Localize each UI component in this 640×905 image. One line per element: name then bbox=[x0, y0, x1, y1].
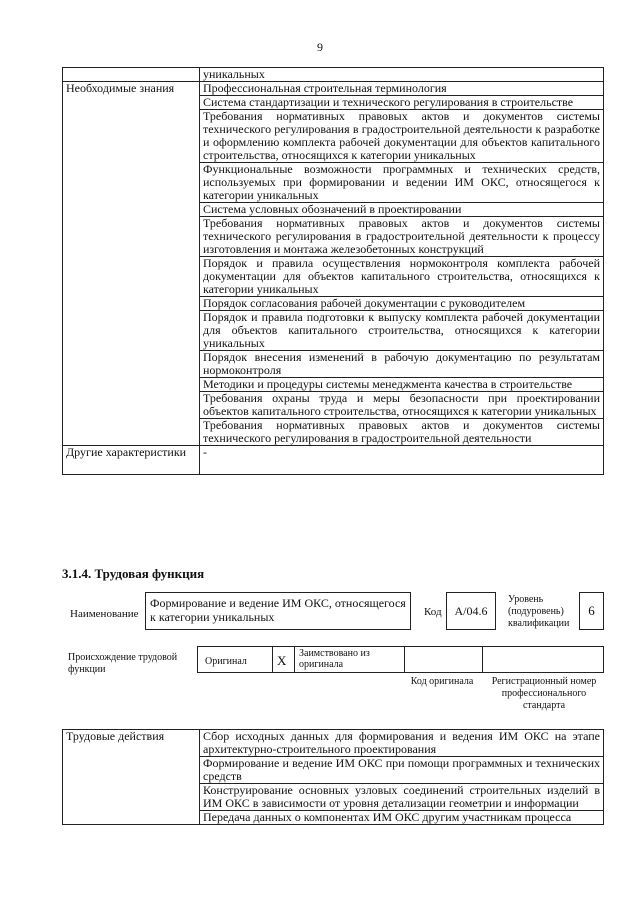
action-item: Конструирование основных узловых соединений строительных изделий в ИМ ОКС в зависимости от уровня детализации геометрии и информации bbox=[200, 784, 604, 811]
other-label: Другие характеристики bbox=[63, 446, 200, 475]
origin-box bbox=[197, 646, 604, 673]
table-row bbox=[63, 82, 604, 96]
knowledge-item: Порядок внесения изменений в рабочую документацию по результатам нормоконтроля bbox=[200, 351, 604, 378]
reg-number-label: Регистрационный номер профессионального стандарта bbox=[491, 676, 597, 711]
knowledge-item: Система условных обозначений в проектировании bbox=[200, 203, 604, 217]
knowledge-table bbox=[62, 67, 604, 475]
knowledge-item: Требования нормативных правовых актов и документов системы технического регулирования в градостроительной деятельности к разработке и оформлению комплекта рабочей документации для объектов капитального строительства, относящихся к категории уникальных bbox=[200, 110, 604, 163]
knowledge-item: Порядок и правила подготовки к выпуску комплекта рабочей документации для объектов капитального строительства, относящихся к категории уникальных bbox=[200, 311, 604, 351]
knowledge-item: Система стандартизации и технического регулирования в строительстве bbox=[200, 96, 604, 110]
table-row bbox=[63, 68, 604, 82]
code-value: A/04.6 bbox=[446, 592, 496, 630]
table-row bbox=[63, 730, 604, 757]
original-mark: X bbox=[277, 653, 287, 668]
divider bbox=[404, 646, 405, 673]
actions-table bbox=[62, 729, 604, 825]
code-original-label: Код оригинала bbox=[410, 676, 474, 687]
action-item: Передача данных о компонентах ИМ ОКС другим участникам процесса bbox=[200, 811, 604, 825]
knowledge-item: Порядок и правила осуществления нормоконтроля комплекта рабочей документации для объектов капитального строительства, относящихся к категории уникальных bbox=[200, 257, 604, 297]
code-label: Код bbox=[424, 606, 442, 618]
level-value: 6 bbox=[579, 592, 604, 630]
divider bbox=[272, 646, 273, 673]
origin-label: Происхождение трудовой функции bbox=[68, 652, 178, 675]
borrowed-text: Заимствовано из оригинала bbox=[299, 648, 370, 670]
empty-label-cell bbox=[63, 68, 200, 82]
name-value: Формирование и ведение ИМ ОКС, относящегося к категории уникальных bbox=[145, 592, 411, 630]
page-number: 9 bbox=[317, 40, 323, 54]
other-value: - bbox=[200, 446, 604, 475]
divider bbox=[482, 646, 483, 673]
table-cell: уникальных bbox=[200, 68, 604, 82]
knowledge-label: Необходимые знания bbox=[63, 82, 200, 446]
level-label: Уровень (подуровень) квалификации bbox=[508, 594, 570, 629]
actions-label: Трудовые действия bbox=[63, 730, 200, 825]
knowledge-item: Порядок согласования рабочей документации с руководителем bbox=[200, 297, 604, 311]
table-row bbox=[63, 446, 604, 475]
knowledge-item: Требования нормативных правовых актов и документов системы технического регулирования в градостроительной деятельности bbox=[200, 419, 604, 446]
divider bbox=[294, 646, 295, 673]
action-item: Формирование и ведение ИМ ОКС при помощи программных и технических средств bbox=[200, 757, 604, 784]
knowledge-item: Профессиональная строительная терминология bbox=[200, 82, 604, 96]
action-item: Сбор исходных данных для формирования и ведения ИМ ОКС на этапе архитектурно-строительного проектирования bbox=[200, 730, 604, 757]
knowledge-item: Требования охраны труда и меры безопасности при проектировании объектов капитального строительства, относящихся к категории уникальных bbox=[200, 392, 604, 419]
knowledge-item: Методики и процедуры системы менеджмента качества в строительстве bbox=[200, 378, 604, 392]
knowledge-item: Функциональные возможности программных и технических средств, используемых при формировании и ведении ИМ ОКС, относящегося к категории уникальных bbox=[200, 163, 604, 203]
knowledge-item: Требования нормативных правовых актов и документов системы технического регулирования в градостроительной деятельности к процессу изготовления и монтажа железобетонных конструкций bbox=[200, 217, 604, 257]
section-title: 3.1.4. Трудовая функция bbox=[62, 566, 205, 581]
name-label: Наименование bbox=[70, 608, 139, 620]
original-text: Оригинал bbox=[205, 656, 247, 667]
